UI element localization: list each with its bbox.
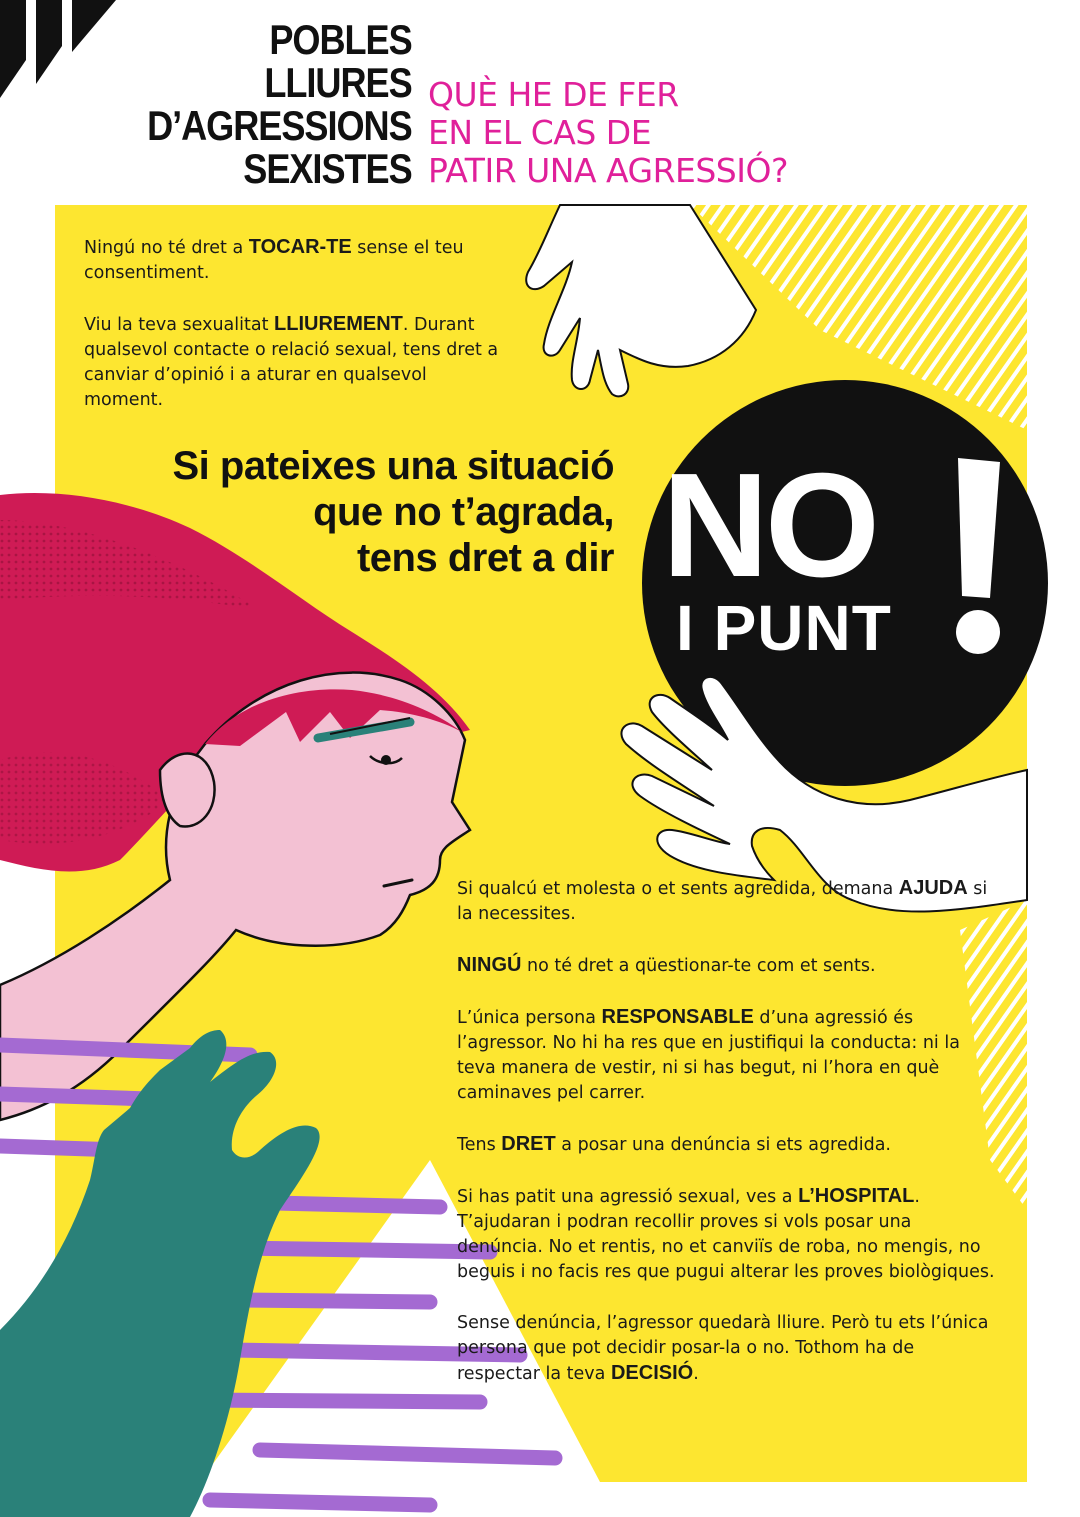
- headline-line: que no t’agrada,: [313, 490, 614, 534]
- intro-paragraph: Viu la teva sexualitat LLIUREMENT. Durant qualsevol contacte o relació sexual, tens dret a canviar d’opinió i a aturar en qualsevol moment.: [84, 313, 499, 410]
- advice-paragraph: L’única persona RESPONSABLE d’una agressió és l’agressor. No hi ha res que en justifiqui la conducta: ni la teva manera de vestir, ni si has begut, ni l’hora en què caminaves pel carrer.: [457, 1006, 960, 1103]
- headline: [173, 443, 615, 581]
- subtitle-line: PATIR UNA AGRESSIÓ?: [428, 151, 788, 190]
- badge-i-punt-text: I PUNT: [676, 592, 892, 664]
- subtitle-line: QUÈ HE DE FER: [428, 75, 679, 114]
- title-line: SEXISTES: [243, 145, 412, 192]
- headline-line: Si pateixes una situació: [172, 444, 614, 488]
- exclamation-dot: [956, 610, 1000, 654]
- title-line: D’AGRESSIONS: [147, 102, 412, 149]
- advice-text: [457, 876, 997, 1413]
- advice-paragraph: Sense denúncia, l’agressor quedarà lliure. Però tu ets l’única persona que pot decidir posar-la o no. Tothom ha de respectar la teva DECISIÓ.: [457, 1313, 989, 1384]
- badge-no-text: NO: [662, 443, 876, 608]
- subtitle-line: EN EL CAS DE: [428, 113, 652, 152]
- title-line: LLIURES: [264, 59, 412, 106]
- pupil: [381, 755, 391, 765]
- advice-paragraph: Tens DRET a posar una denúncia si ets agredida.: [457, 1133, 891, 1155]
- intro-paragraph: Ningú no té dret a TOCAR-TE sense el teu consentiment.: [84, 236, 464, 283]
- title-line: POBLES: [269, 16, 412, 63]
- advice-paragraph: NINGÚ no té dret a qüestionar-te com et sents.: [457, 954, 876, 976]
- advice-paragraph: Si qualcú et molesta o et sents agredida, demana AJUDA si la necessites.: [457, 877, 988, 924]
- headline-line: tens dret a dir: [356, 536, 614, 580]
- intro-text: [84, 235, 504, 439]
- advice-paragraph: Si has patit una agressió sexual, ves a L’HOSPITAL. T’ajudaran i podran recollir proves si vols posar una denúncia. No et rentis, no et canviïs de roba, no mengis, no beguis i no facis res que pugui alterar les proves biològiques.: [457, 1185, 995, 1282]
- ear: [160, 754, 215, 827]
